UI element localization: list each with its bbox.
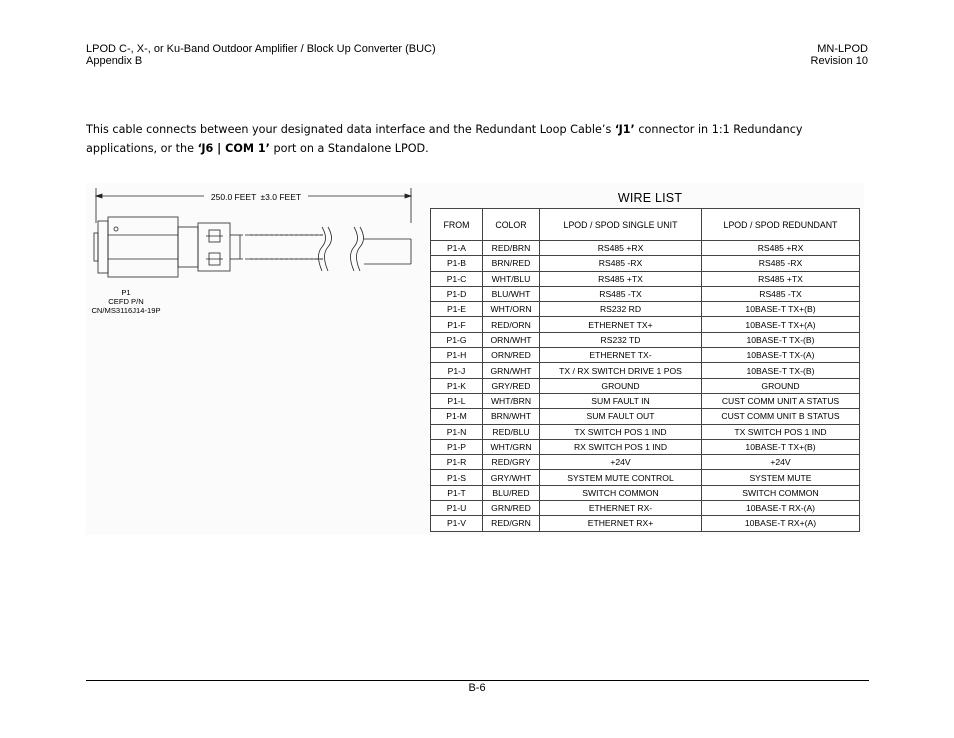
cell-single-unit: SUM FAULT IN	[540, 393, 702, 408]
cell-redundant: 10BASE-T TX-(B)	[702, 363, 860, 378]
cell-color: RED/GRY	[483, 455, 540, 470]
cell-single-unit: RS485 -RX	[540, 256, 702, 271]
table-row	[431, 256, 860, 271]
table-row	[431, 455, 860, 470]
part-number-value: CN/MS3116J14-19P	[91, 306, 161, 315]
cell-from: P1-L	[431, 393, 483, 408]
revision-label: Revision 10	[810, 55, 868, 67]
col-color: COLOR	[483, 209, 540, 241]
intro-text-2: connector in 1:1 Redundancy applications, or the	[86, 123, 803, 155]
table-row	[431, 302, 860, 317]
cell-from: P1-F	[431, 317, 483, 332]
cell-from: P1-U	[431, 501, 483, 516]
cell-from: P1-K	[431, 378, 483, 393]
cell-single-unit: SUM FAULT OUT	[540, 409, 702, 424]
cell-redundant: 10BASE-T TX+(B)	[702, 302, 860, 317]
cell-from: P1-H	[431, 348, 483, 363]
intro-text-3: port on a Standalone LPOD.	[269, 142, 429, 155]
cell-single-unit: ETHERNET TX+	[540, 317, 702, 332]
connector-label	[86, 288, 166, 315]
cell-single-unit: SYSTEM MUTE CONTROL	[540, 470, 702, 485]
cell-color: WHT/ORN	[483, 302, 540, 317]
cell-redundant: 10BASE-T TX+(A)	[702, 317, 860, 332]
wire-list-table	[430, 208, 860, 532]
cell-redundant: 10BASE-T RX+(A)	[702, 516, 860, 531]
cell-color: BLU/RED	[483, 485, 540, 500]
cell-redundant: 10BASE-T RX-(A)	[702, 501, 860, 516]
cell-single-unit: RX SWITCH POS 1 IND	[540, 439, 702, 454]
cell-single-unit: TX SWITCH POS 1 IND	[540, 424, 702, 439]
col-redundant: LPOD / SPOD REDUNDANT	[702, 209, 860, 241]
part-number-label: CEFD P/N	[108, 297, 144, 306]
cell-single-unit: RS232 RD	[540, 302, 702, 317]
table-row	[431, 393, 860, 408]
cell-redundant: 10BASE-T TX-(A)	[702, 348, 860, 363]
cell-color: RED/ORN	[483, 317, 540, 332]
cell-from: P1-M	[431, 409, 483, 424]
cell-color: BLU/WHT	[483, 286, 540, 301]
intro-paragraph	[86, 120, 876, 158]
cell-from: P1-D	[431, 286, 483, 301]
cell-redundant: RS485 -RX	[702, 256, 860, 271]
cell-color: WHT/GRN	[483, 439, 540, 454]
intro-text-1: This cable connects between your designated data interface and the Redundant Loop Cable’s	[86, 123, 615, 136]
cell-from: P1-G	[431, 332, 483, 347]
cell-redundant: CUST COMM UNIT B STATUS	[702, 409, 860, 424]
cell-redundant: RS485 -TX	[702, 286, 860, 301]
col-from: FROM	[431, 209, 483, 241]
cell-single-unit: RS485 +RX	[540, 241, 702, 256]
table-row	[431, 332, 860, 347]
wire-list-header-row	[431, 209, 860, 241]
cell-redundant: SYSTEM MUTE	[702, 470, 860, 485]
cell-redundant: CUST COMM UNIT A STATUS	[702, 393, 860, 408]
cell-color: GRN/RED	[483, 501, 540, 516]
cell-color: GRY/WHT	[483, 470, 540, 485]
table-row	[431, 409, 860, 424]
cell-color: RED/BLU	[483, 424, 540, 439]
cell-single-unit: RS485 +TX	[540, 271, 702, 286]
cell-color: BRN/RED	[483, 256, 540, 271]
table-row	[431, 424, 860, 439]
cell-single-unit: RS232 TD	[540, 332, 702, 347]
table-row	[431, 516, 860, 531]
cell-from: P1-P	[431, 439, 483, 454]
table-row	[431, 439, 860, 454]
intro-bold-j6: ‘J6 | COM 1’	[197, 142, 270, 155]
cell-from: P1-B	[431, 256, 483, 271]
cell-color: GRY/RED	[483, 378, 540, 393]
cell-from: P1-N	[431, 424, 483, 439]
table-row	[431, 501, 860, 516]
table-row	[431, 271, 860, 286]
running-header-left	[86, 43, 436, 67]
table-row	[431, 378, 860, 393]
running-header-right	[811, 43, 868, 67]
cell-single-unit: +24V	[540, 455, 702, 470]
dimension-text: 250.0 FEET ±3.0 FEET	[210, 192, 302, 202]
table-row	[431, 286, 860, 301]
cell-single-unit: RS485 -TX	[540, 286, 702, 301]
connector-id: P1	[121, 288, 131, 297]
wire-list-title: WIRE LIST	[617, 191, 683, 205]
cell-color: WHT/BRN	[483, 393, 540, 408]
cell-redundant: 10BASE-T TX-(B)	[702, 332, 860, 347]
cell-single-unit: ETHERNET RX-	[540, 501, 702, 516]
cell-single-unit: SWITCH COMMON	[540, 485, 702, 500]
table-row	[431, 485, 860, 500]
cell-from: P1-J	[431, 363, 483, 378]
cell-color: GRN/WHT	[483, 363, 540, 378]
table-row	[431, 348, 860, 363]
cell-color: WHT/BLU	[483, 271, 540, 286]
table-row	[431, 363, 860, 378]
wire-list-body	[431, 241, 860, 532]
footer-rule	[86, 680, 869, 681]
document-number: MN-LPOD	[817, 43, 868, 55]
cell-from: P1-T	[431, 485, 483, 500]
cell-redundant: 10BASE-T TX+(B)	[702, 439, 860, 454]
cell-from: P1-R	[431, 455, 483, 470]
cell-color: ORN/RED	[483, 348, 540, 363]
table-row	[431, 470, 860, 485]
cell-from: P1-C	[431, 271, 483, 286]
table-row	[431, 241, 860, 256]
cell-single-unit: ETHERNET RX+	[540, 516, 702, 531]
cell-redundant: RS485 +RX	[702, 241, 860, 256]
cell-redundant: +24V	[702, 455, 860, 470]
cell-color: ORN/WHT	[483, 332, 540, 347]
cell-from: P1-E	[431, 302, 483, 317]
intro-bold-j1: ‘J1’	[614, 123, 635, 136]
page-number: B-6	[468, 682, 486, 694]
cell-redundant: RS485 +TX	[702, 271, 860, 286]
appendix-label: Appendix B	[86, 55, 143, 67]
cell-redundant: TX SWITCH POS 1 IND	[702, 424, 860, 439]
cell-color: RED/GRN	[483, 516, 540, 531]
col-single-unit: LPOD / SPOD SINGLE UNIT	[540, 209, 702, 241]
cell-single-unit: TX / RX SWITCH DRIVE 1 POS	[540, 363, 702, 378]
cell-redundant: SWITCH COMMON	[702, 485, 860, 500]
table-row	[431, 317, 860, 332]
cell-redundant: GROUND	[702, 378, 860, 393]
cell-single-unit: ETHERNET TX-	[540, 348, 702, 363]
cell-color: BRN/WHT	[483, 409, 540, 424]
cell-from: P1-S	[431, 470, 483, 485]
cell-from: P1-A	[431, 241, 483, 256]
cell-color: RED/BRN	[483, 241, 540, 256]
cell-single-unit: GROUND	[540, 378, 702, 393]
cell-from: P1-V	[431, 516, 483, 531]
manual-title: LPOD C-, X-, or Ku-Band Outdoor Amplifier / Block Up Converter (BUC)	[86, 43, 436, 55]
